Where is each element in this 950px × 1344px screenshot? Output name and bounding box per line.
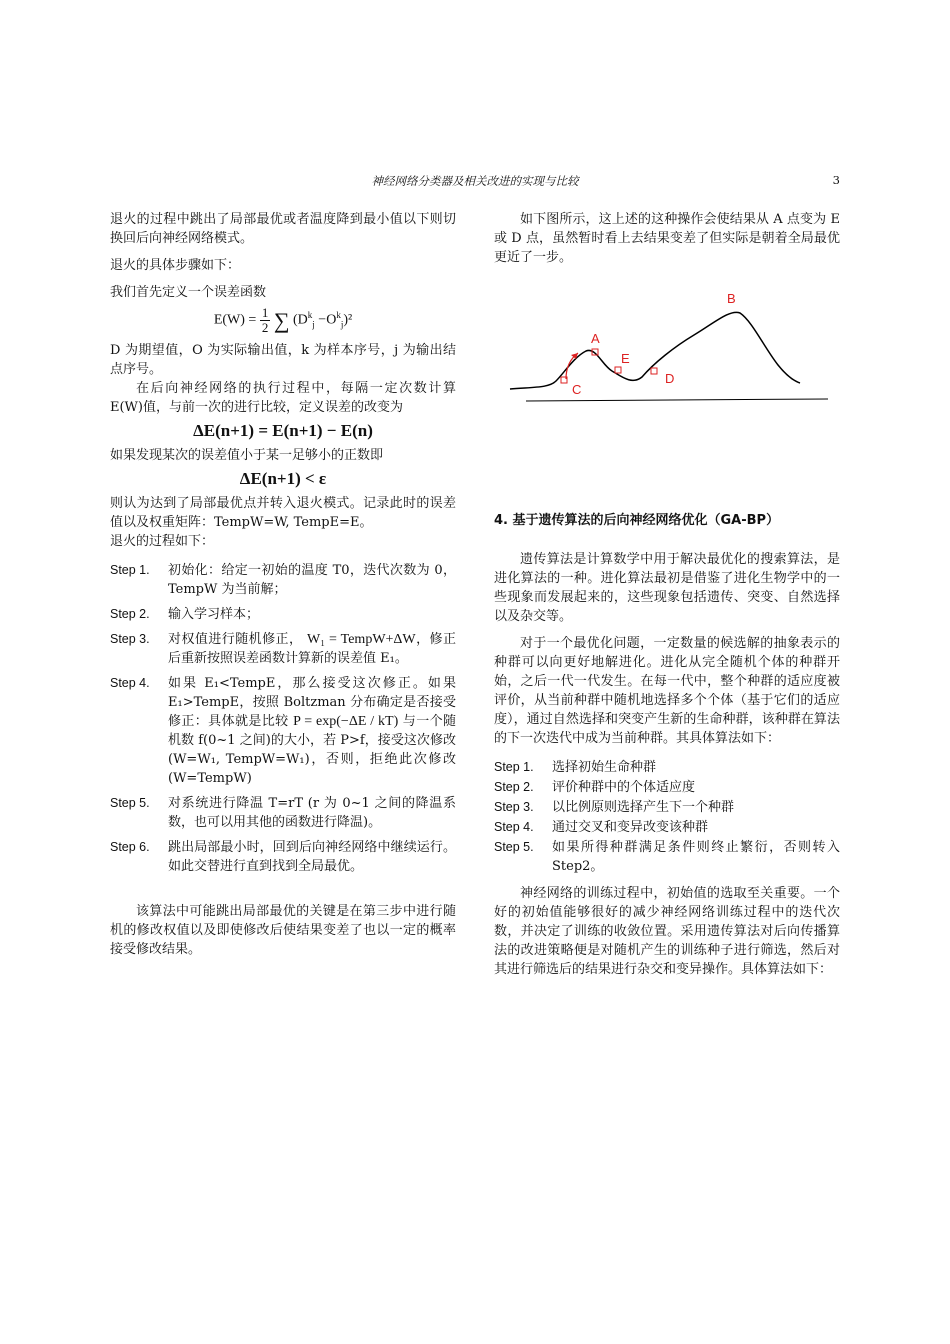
eq-sub: j [312, 319, 315, 330]
error-curve [510, 312, 800, 389]
step-label: Step 2. [494, 780, 534, 794]
frac-num: 1 [261, 305, 269, 320]
paragraph: 我们首先定义一个误差函数 [110, 285, 267, 300]
label-c: C [572, 382, 582, 397]
paragraph: 如下图所示，这上述的这种操作会使结果从 A 点变为 E 或 D 点，虽然暂时看上去结果变差了但实际是朝着全局最优更近了一步。 [494, 212, 840, 265]
paragraph: 则认为达到了局部最优点并转入退火模式。记录此时的误差值以及权重矩阵：TempW=W, TempE=E。 [110, 496, 456, 530]
step-text: 以比例原则选择产生下一个种群 [552, 800, 735, 815]
label-d: D [665, 371, 675, 386]
step-label: Step 4. [494, 820, 534, 834]
right-column [494, 210, 840, 987]
step-label: Step 6. [110, 840, 150, 854]
step-label: Step 5. [494, 840, 534, 854]
marker-d [651, 368, 657, 374]
eq-lhs: E(W) = [213, 312, 257, 328]
list-item [110, 674, 456, 788]
step-text: 输入学习样本； [168, 607, 260, 622]
paragraph: 遗传算法是计算数学中用于解决最优化的搜索算法，是进化算法的一种。进化算法最初是借鉴了进化生物学中的一些现象而发展起来的，这些现象包括遗传、突变、自然选择以及杂交等。 [494, 552, 840, 624]
list-item [110, 630, 456, 668]
paragraph: 如果发现某次的误差值小于某一足够小的正数即 [110, 448, 384, 463]
label-e: E [621, 351, 630, 366]
list-item [494, 818, 840, 837]
label-b: B [727, 291, 736, 306]
list-item [494, 778, 840, 797]
delta-e-equation: ΔE(n+1) = E(n+1) − E(n) [193, 421, 373, 440]
step-label: Step 2. [110, 607, 150, 621]
eq-term: (D [293, 312, 308, 328]
list-item [110, 794, 456, 832]
running-title: 神经网络分类器及相关改进的实现与比较 [371, 174, 579, 188]
inline-equation: W₁ = TempW+ΔW [307, 632, 416, 647]
error-function-equation [110, 306, 456, 335]
step-label: Step 3. [110, 632, 150, 646]
paragraph: 对于一个最优化问题，一定数量的候选解的抽象表示的种群可以向更好地解进化。进化从完全随机个体的种群开始，之后一代一代发生。在每一代中，整个种群的适应度被评价，从当前种群中随机地选择多个个体（基于它们的适应度），通过自然选择和突变产生新的生命种群，该种群在算法的下一次迭代中成为当前种群。其具体算法如下： [494, 636, 840, 746]
step-label: Step 5. [110, 796, 150, 810]
step-text: 通过交叉和变异改变该种群 [552, 820, 709, 835]
step-text-part: ，修正后重新按照误差函数计算新的误差值 E₁。 [168, 632, 456, 666]
section-title: 4. 基于遗传算法的后向神经网络优化（GA-BP） [494, 513, 780, 528]
left-column [110, 210, 456, 967]
step-text: 跳出局部最小时，回到后向神经网络中继续运行。如此交替进行直到找到全局最优。 [168, 840, 456, 874]
step-label: Step 4. [110, 676, 150, 690]
paragraph: 退火的过程中跳出了局部最优或者温度降到最小值以下则切换回后向神经网络模式。 [110, 212, 456, 246]
marker-e [615, 367, 621, 373]
list-item [494, 758, 840, 777]
step-text: 如果所得种群满足条件则终止繁衍，否则转入 Step2。 [552, 840, 840, 874]
step-text: 选择初始生命种群 [552, 760, 657, 775]
list-item [494, 838, 840, 876]
step-text: 对系统进行降温 T=rT (r 为 0~1 之间的降温系数，也可以用其他的函数进行降温)。 [168, 796, 456, 830]
paragraph: 在后向神经网络的执行过程中，每隔一定次数计算 E(W)值，与前一次的进行比较，定义误差的改变为 [110, 381, 456, 415]
eq-term: )² [343, 312, 353, 328]
sum-symbol: ∑ [273, 308, 290, 333]
eq-sup: k [336, 310, 341, 321]
step-text-part: 如果 E₁<TempE，那么接受这次修正。如果 E₁>TempE，按照 Boltzman 分布确定是否接受修正：具体就是比较 [168, 676, 456, 729]
list-item [494, 798, 840, 817]
paragraph: 退火的具体步骤如下： [110, 258, 241, 273]
list-item [110, 561, 456, 599]
list-item [110, 605, 456, 624]
paragraph: D 为期望值，O 为实际输出值，k 为样本序号，j 为输出结点序号。 [110, 343, 456, 377]
step-label: Step 1. [110, 563, 150, 577]
running-head [110, 173, 840, 191]
paragraph: 神经网络的训练过程中，初始值的选取至关重要。一个好的初始值能够很好的减少神经网络训练过程中的迭代次数，并决定了训练的收敛位置。采用遗传算法对后向传播算法的改进策略便是对随机产生的训练种子进行筛选，然后对其进行筛选后的结果进行杂交和变异操作。具体算法如下： [494, 886, 840, 977]
paragraph: 该算法中可能跳出局部最优的关键是在第三步中进行随机的修改权值以及即使修改后使结果变差了也以一定的概率接受修改结果。 [110, 904, 456, 957]
label-a: A [591, 331, 600, 346]
ga-steps [494, 758, 840, 876]
step-text [168, 674, 456, 788]
eq-sub: j [340, 319, 344, 330]
annealing-steps [110, 561, 456, 876]
eq-term: −O [314, 312, 337, 328]
frac-den: 2 [261, 320, 269, 335]
page-number: 3 [832, 173, 840, 187]
list-item [110, 838, 456, 876]
inline-equation: P = exp(−ΔE / kT) [293, 714, 399, 729]
step-label: Step 3. [494, 800, 534, 814]
fraction [260, 306, 271, 335]
eq-sup: k [307, 310, 313, 321]
step-label: Step 1. [494, 760, 534, 774]
step-text: 评价种群中的个体适应度 [552, 780, 696, 795]
step-text: 初始化：给定一初始的温度 T0，迭代次数为 0，TempW 为当前解； [168, 563, 456, 597]
threshold-equation: ΔE(n+1) < ε [239, 469, 327, 488]
paragraph: 退火的过程如下： [110, 534, 215, 549]
step-text-part: 对权值进行随机修正， [168, 632, 303, 647]
step-text [168, 630, 456, 668]
baseline [526, 399, 828, 401]
local-optimum-figure [494, 285, 840, 415]
step-text-part: 与一个随机数 f(0~1 之间)的大小，若 P>f，接受这次修改(W=W₁, TempW=W₁)，否则，拒绝此次修改(W=TempW) [168, 714, 456, 786]
